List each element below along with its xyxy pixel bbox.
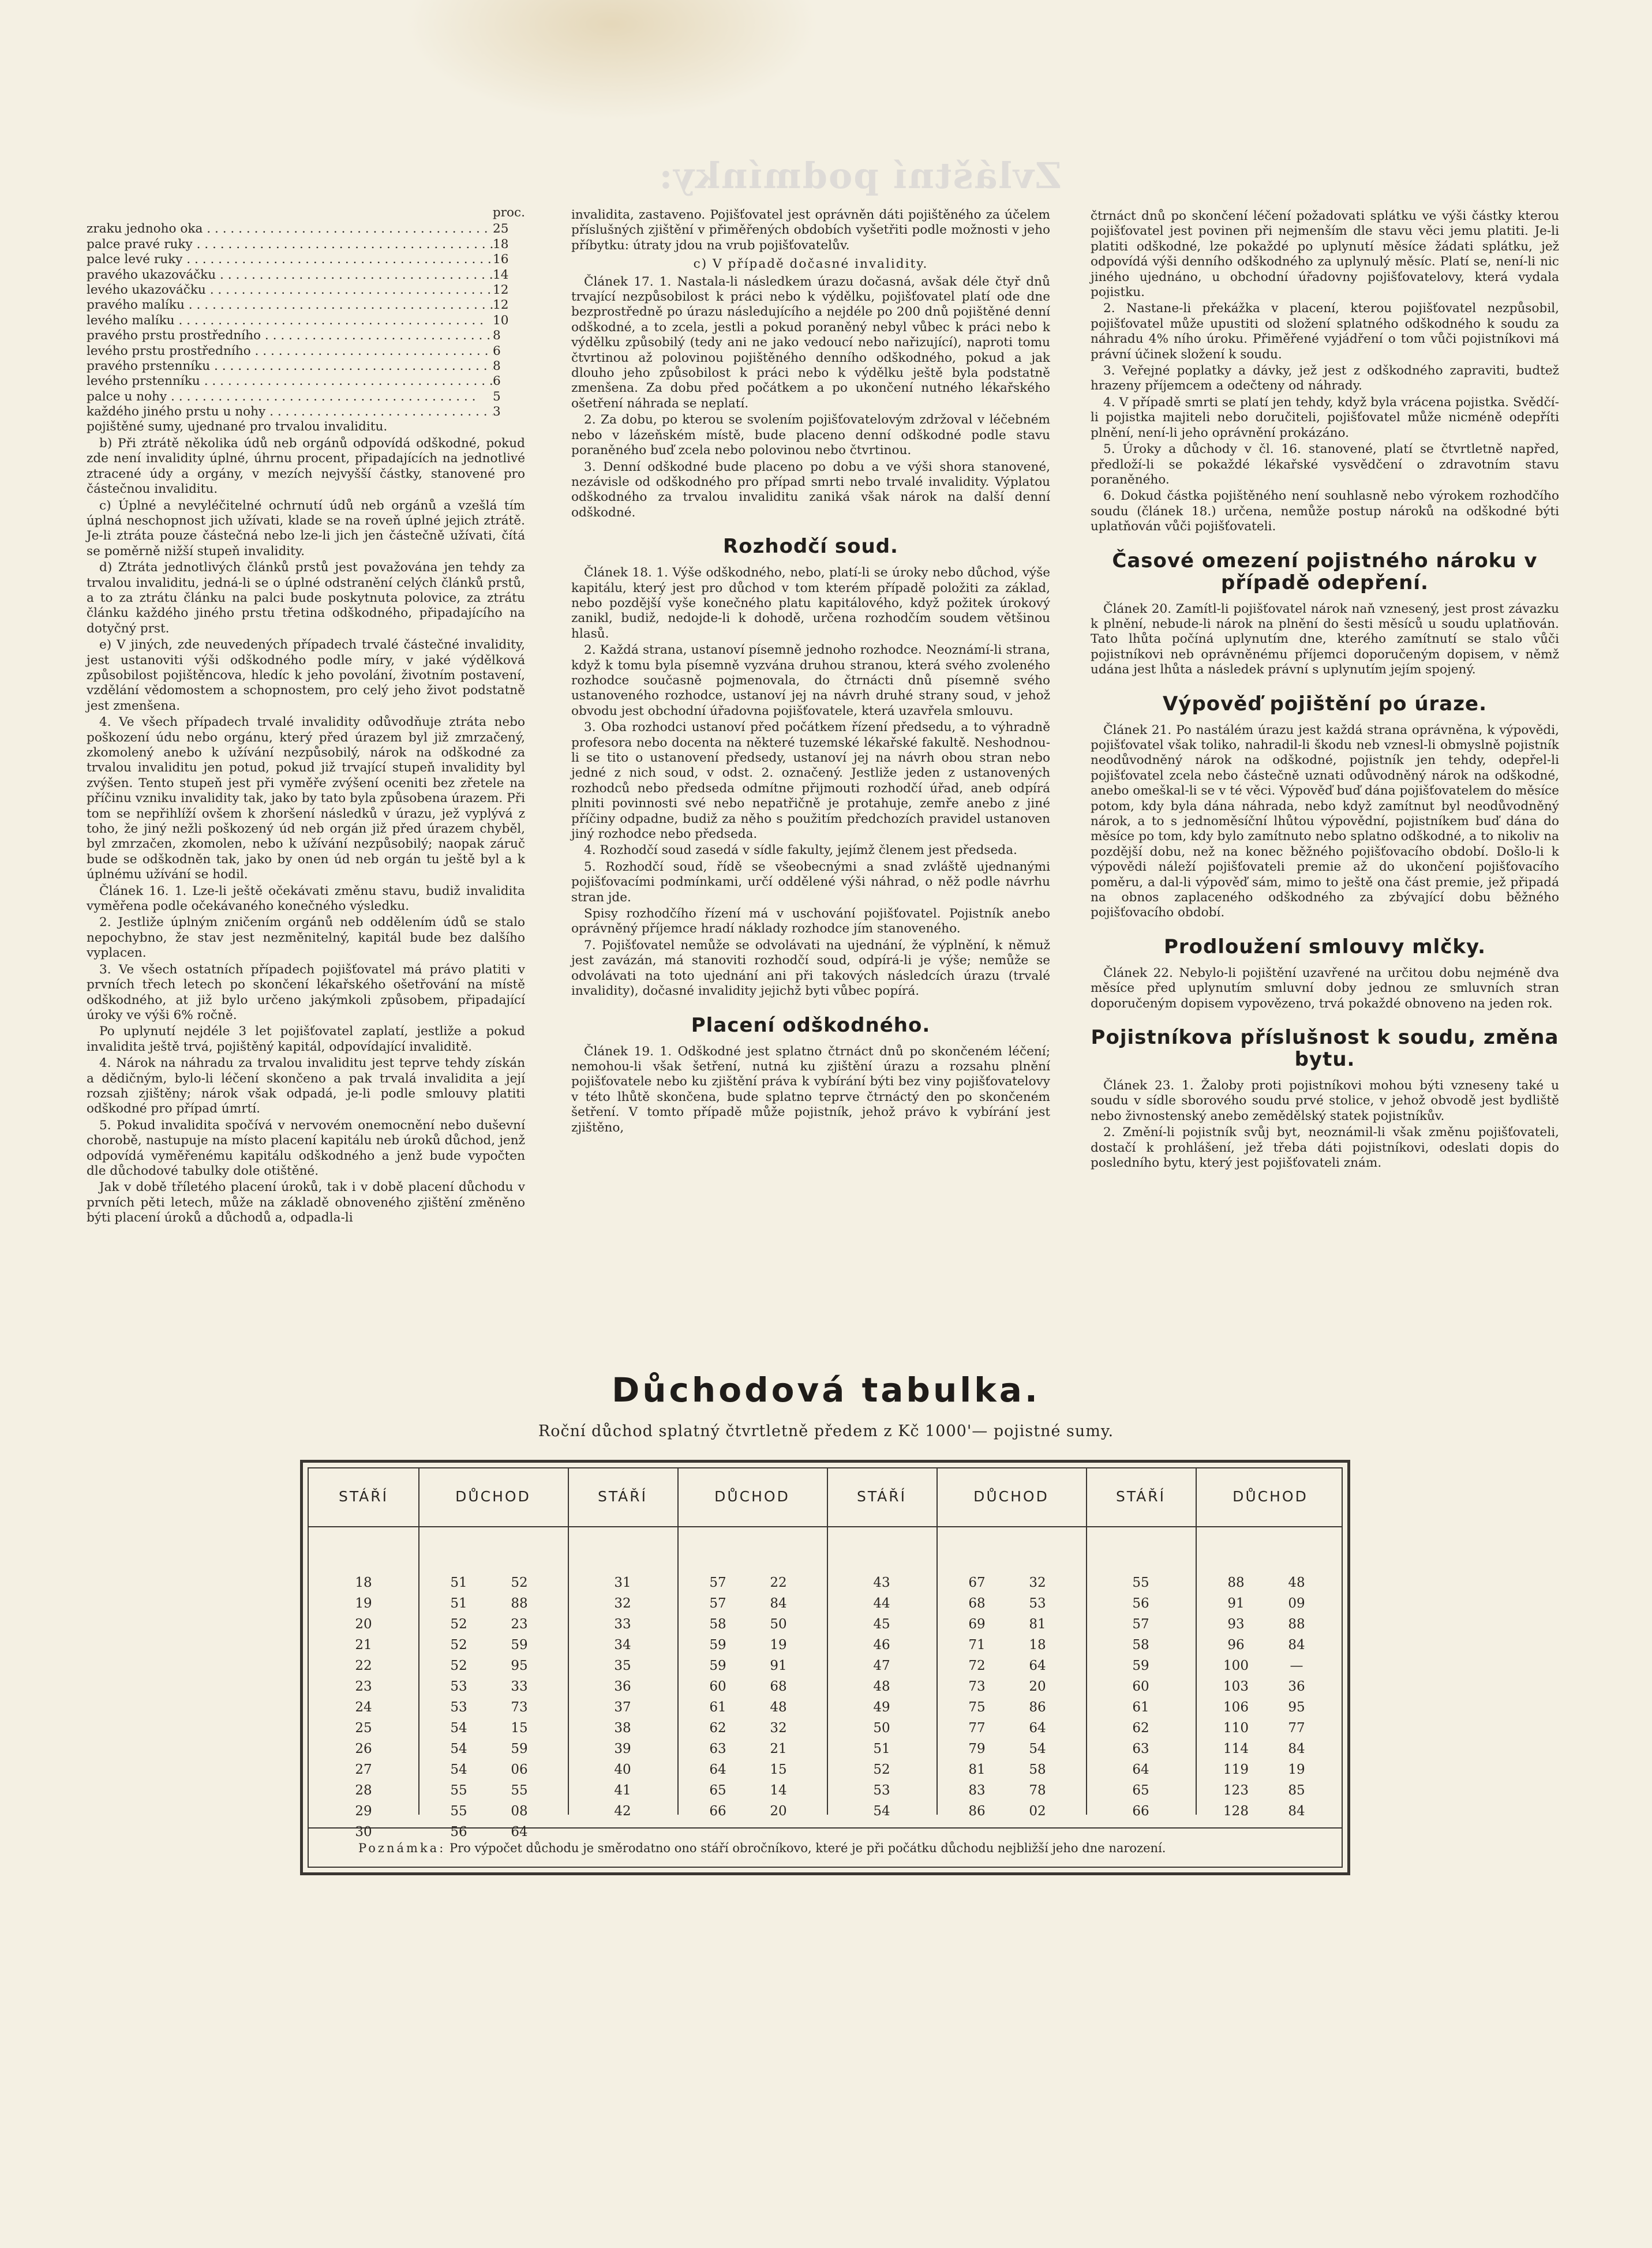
paragraph: pojištěné sumy, ujednané pro trvalou invaliditu. xyxy=(87,419,388,434)
invalidity-item xyxy=(87,222,525,237)
pension-fraction-cell: — xyxy=(1290,1658,1303,1673)
pension-fraction-cell: 84 xyxy=(1288,1804,1305,1819)
paragraph: 5. Rozhodčí soud, řídě se všeobecnými a snad zvláště ujednanými pojišťovacími podmínkami, určí oddělené výši náhrad, o něž podle návrhu stran jde. xyxy=(571,859,1050,905)
invalidity-item-name: zraku jednoho oka . . . xyxy=(87,222,493,237)
invalidity-item xyxy=(87,252,525,267)
pension-fraction-cell: 20 xyxy=(770,1804,787,1819)
proc-header: proc. xyxy=(492,205,525,220)
pension-fraction-cell: 55 xyxy=(511,1783,528,1798)
table-column xyxy=(1210,1572,1262,1842)
pension-whole-cell: 128 xyxy=(1223,1804,1249,1819)
column-divider xyxy=(936,1468,938,1815)
invalidity-item xyxy=(87,298,525,313)
column-divider xyxy=(1196,1468,1197,1815)
pension-fraction-cell: 52 xyxy=(511,1575,528,1590)
invalidity-item-percent: 12 xyxy=(493,282,509,297)
paragraph: Článek 18. 1. Výše odškodného, nebo, platí-li se úroky nebo důchod, výše kapitálu, který jest pro důchod v tom kterém případě položiti za základ, nebo pozdější vyše konečného platu kapitálového, když požitek úrokový zanikl, budiž, nedojde-li k dohodě, určena rozhodčím soudem většinou hlasů. xyxy=(571,565,1050,641)
pension-whole-cell: 56 xyxy=(450,1824,467,1839)
text-column-2 xyxy=(571,208,1050,1137)
pension-fraction-cell: 95 xyxy=(511,1658,528,1673)
paragraph: Článek 20. Zamítl-li pojišťovatel nárok naň vznesený, jest prost závazku k plnění, nebude-li nárok na plnění do šesti měsíců u soudu uplatňován. Tato lhůta počíná uplynutím dne, kterého zamítnutí se stalo vůči pojistníkovi neb oprávněnému příjemci doporučeným dopisem, v němž udána jest lhůta a následek právní s uplynutím jejím spojený. xyxy=(1091,601,1559,677)
age-cell: 62 xyxy=(1132,1721,1149,1736)
age-cell: 23 xyxy=(355,1679,372,1694)
age-cell: 54 xyxy=(873,1804,890,1819)
invalidity-item-percent: 8 xyxy=(493,358,501,373)
column-header-pension: DŮCHOD xyxy=(714,1488,790,1505)
age-cell: 41 xyxy=(614,1783,631,1798)
age-cell: 60 xyxy=(1132,1679,1149,1694)
pension-whole-cell: 106 xyxy=(1223,1700,1249,1715)
pension-whole-cell: 54 xyxy=(450,1741,467,1756)
table-column xyxy=(844,1572,919,1842)
section-heading-arbitration: Rozhodčí soud. xyxy=(723,535,898,559)
pension-whole-cell: 73 xyxy=(968,1679,986,1694)
pension-whole-cell: 59 xyxy=(709,1658,726,1673)
paragraph: Spisy rozhodčího řízení má v uschování pojišťovatel. Pojistník anebo oprávněný příjemce hradí náklady rozhodce jím stanoveného. xyxy=(571,906,1050,936)
paragraph: 3. Denní odškodné bude placeno po dobu a ve výši shora stanovené, nezávisle od odškodného pro případ smrti nebo trvalé invalidity. Výplatou odškodného za trvalou invaliditu zaniká však nárok na další denní odškodné. xyxy=(571,459,1050,520)
paragraph: 3. Veřejné poplatky a dávky, jež jest z odškodného zapraviti, budtež hrazeny příjemcem a odečteny od náhrady. xyxy=(1091,364,1559,394)
pension-whole-cell: 52 xyxy=(450,1617,467,1632)
pension-whole-cell: 67 xyxy=(968,1575,986,1590)
pension-fraction-cell: 32 xyxy=(1029,1575,1046,1590)
table-column xyxy=(692,1572,744,1842)
paragraph: 5. Pokud invalidita spočívá v nervovém onemocnění nebo duševní chorobě, nastupuje na místo placení kapitálu neb úroků důchod, jenž odpovídá vyměřenému kapitálu odškodného a jenž bude vypočten dle důchodové tabulky dole otištěné. xyxy=(87,1118,525,1178)
column-divider xyxy=(418,1468,419,1815)
note-text: Pro výpočet důchodu je směrodatno ono stáří obročníkovo, které je při počátku důchodu nejbližší jeho dne narození. xyxy=(449,1841,1166,1855)
age-cell xyxy=(585,1822,660,1842)
table-group xyxy=(568,1468,827,1867)
pension-whole-cell: 53 xyxy=(450,1679,467,1694)
paragraph: 2. Změní-li pojistník svůj byt, neoznámil-li však změnu pojišťovateli, dostačí k prohlášení, jež třeba dáti pojistníkovi, odeslati dopis do posledního bytu, který jest pojišťovateli znám. xyxy=(1091,1125,1559,1171)
paragraph: 2. Jestliže úplným zničením orgánů neb oddělením údů se stalo nepochybno, že stav jest nezměnitelný, kapitál bude bez dalšího vyplacen. xyxy=(87,915,525,961)
age-cell: 56 xyxy=(1132,1596,1149,1611)
pension-whole-cell: 61 xyxy=(709,1700,726,1715)
column-header-pension: DŮCHOD xyxy=(1233,1488,1308,1505)
age-cell: 42 xyxy=(614,1804,631,1819)
pension-fraction-cell: 50 xyxy=(770,1617,787,1632)
note-label: Poznámka: xyxy=(358,1841,446,1855)
invalidity-item xyxy=(87,404,525,419)
invalidity-percent-list xyxy=(87,222,525,419)
age-cell: 31 xyxy=(614,1575,631,1590)
column-header-pension: DŮCHOD xyxy=(973,1488,1049,1505)
table-group xyxy=(1086,1468,1345,1867)
paragraph: c) Úplné a nevyléčitelné ochrnutí údů neb orgánů a vzešlá tím úplná neschopnost jich užívati, klade se na roveň úplné jejich ztrátě. Je-li ztráta pouze částečná nebo lze-li jich jen částečně užívati, čítá se poměrně nižší stupeň invalidity. xyxy=(87,498,525,559)
age-cell: 64 xyxy=(1132,1762,1149,1777)
pension-whole-cell: 114 xyxy=(1223,1741,1249,1756)
pension-whole-cell: 83 xyxy=(968,1783,986,1798)
pension-whole-cell: 64 xyxy=(709,1762,726,1777)
paragraph: 3. Oba rozhodci ustanoví před počátkem řízení předsedu, a to výhradně profesora nebo docenta na některé tuzemské lékařské fakultě. Neshodnou-li se tito o ustanovení předsedy, ustanoví jej na návrh obou stran nebo jedné z nich soud, v odst. 2. označený. Jestliže jeden z ustanovených rozhodců nebo předseda odmítne přijmouti rozhodčí úřad, aneb odpírá plniti povinnosti své nebo nepatřičně je protahuje, zemře anebo z jiné příčiny odpadne, budiž za něho s použitím předchozích pravidel ustanoven jiný rozhodce nebo předseda. xyxy=(571,720,1050,842)
pension-fraction-cell: 64 xyxy=(1029,1721,1046,1736)
age-cell: 48 xyxy=(873,1679,890,1694)
pension-whole-cell: 54 xyxy=(450,1721,467,1736)
pension-fraction-cell: 91 xyxy=(770,1658,787,1673)
age-cell: 20 xyxy=(355,1617,372,1632)
invalidity-item xyxy=(87,344,525,359)
pension-whole-cell: 81 xyxy=(968,1762,986,1777)
invalidity-item-percent: 10 xyxy=(493,313,509,328)
paragraph: 2. Za dobu, po kterou se svolením pojišťovatelovým zdržoval v léčebném nebo v lázeňském místě, bude placeno denní odškodné podle stavu poraněného buď zcela nebo polovinou nebo čtvrtinou. xyxy=(571,413,1050,458)
pension-whole-cell: 119 xyxy=(1223,1762,1249,1777)
column-header-age: STÁŘÍ xyxy=(856,1488,907,1505)
table-column xyxy=(1103,1572,1178,1842)
section-heading-termination: Výpověď pojištění po úraze. xyxy=(1162,692,1488,715)
pension-whole-cell: 54 xyxy=(450,1762,467,1777)
invalidity-item-percent: 12 xyxy=(493,298,509,313)
invalidity-item xyxy=(87,374,525,389)
pension-whole-cell: 65 xyxy=(709,1783,726,1798)
age-cell: 36 xyxy=(614,1679,631,1694)
bleed-through-heading: Zvláštní podmínky: xyxy=(658,155,1062,197)
age-cell: 49 xyxy=(873,1700,890,1715)
table-column xyxy=(326,1572,401,1842)
invalidity-item-name: pravého malíku . . . xyxy=(87,298,493,313)
paragraph: d) Ztráta jednotlivých článků prstů jest považována jen tehdy za trvalou invaliditu, jedná-li se o úplné odstranění celých článků prstů, a to za ztrátu článku na palci bude poskytnuta polovice, za ztrátu článku každého jiného prstu třetina odškodného, připadajícího na dotyčný prst. xyxy=(87,560,525,636)
invalidity-item-percent: 18 xyxy=(493,237,509,252)
pension-whole-cell: 59 xyxy=(709,1638,726,1653)
age-cell: 28 xyxy=(355,1783,372,1798)
pension-whole-cell: 86 xyxy=(968,1804,986,1819)
pension-fraction-cell: 77 xyxy=(1288,1721,1305,1736)
pension-fraction-cell: 86 xyxy=(1029,1700,1046,1715)
pension-fraction-cell: 22 xyxy=(770,1575,787,1590)
pension-whole-cell xyxy=(951,1822,1003,1842)
paragraph: Článek 22. Nebylo-li pojištění uzavřené na určitou dobu nejméně dva měsíce před uplynutím smluvní doby jednou ze smluvních stran doporučeným dopisem vypovězeno, trvá pokaždé obnoveno na jeden rok. xyxy=(1091,965,1559,1011)
invalidity-item-name: levého prstu prostředního . . . xyxy=(87,344,493,359)
table-column xyxy=(585,1572,660,1842)
age-cell: 35 xyxy=(614,1658,631,1673)
invalidity-item-name: levého ukazováčku . . . xyxy=(87,283,493,298)
pension-table xyxy=(300,1460,1350,1875)
pension-table-subtitle: Roční důchod splatný čtvrtletně předem z Kč 1000'— pojistné sumy. xyxy=(538,1422,1114,1440)
age-cell: 44 xyxy=(873,1596,890,1611)
pension-fraction-cell: 58 xyxy=(1029,1762,1046,1777)
pension-fraction-cell: 19 xyxy=(1288,1762,1305,1777)
paragraph: b) Při ztrátě několika údů neb orgánů odpovídá odškodné, pokud zde není invalidity úplné, úhrnu procent, připadajících na jednotlivé ztracené údy a orgány, v mezích nejvyšší částky, stanovené pro částečnou invaliditu. xyxy=(87,436,525,497)
pension-whole-cell: 52 xyxy=(450,1658,467,1673)
text-column-3 xyxy=(1091,209,1559,1172)
pension-whole-cell: 68 xyxy=(968,1596,986,1611)
age-cell: 61 xyxy=(1132,1700,1149,1715)
table-column xyxy=(951,1572,1003,1842)
age-cell: 32 xyxy=(614,1596,631,1611)
invalidity-item-percent: 6 xyxy=(493,374,501,389)
pension-whole-cell: 55 xyxy=(450,1804,467,1819)
paragraph: 2. Každá strana, ustanoví písemně jednoho rozhodce. Neoznámí-li strana, když k tomu byla písemně vyzvána druhou stranou, která svého zvoleného rozhodce současně pojmenovala, do čtrnácti dnů písemně svého ustanoveného rozhodce, ustanoví jej na návrh druhé strany soud, v jehož obvodu jest obchodní úřadovna pojišťovatele, která uzavřela smlouvu. xyxy=(571,643,1050,718)
invalidity-item xyxy=(87,283,525,298)
age-cell: 45 xyxy=(873,1617,890,1632)
paragraph: Článek 19. 1. Odškodné jest splatno čtrnáct dnů po skončeném léčení; nemohou-li však šetření, nutná ku zjištění úrazu a rozsahu plnění pojišťovatele nebo ku zjištění práva k vybírání býti bez viny pojišťovatelovy v této lhůtě skončena, bude splatno teprve čtrnáctý den po skončeném šetření. V tomto případě může pojistník, jehož právo k vybírání jest zjištěno, xyxy=(571,1044,1050,1135)
age-cell: 19 xyxy=(355,1596,372,1611)
age-cell: 51 xyxy=(873,1741,890,1756)
age-cell: 57 xyxy=(1132,1617,1149,1632)
pension-whole-cell: 79 xyxy=(968,1741,986,1756)
pension-fraction-cell: 84 xyxy=(1288,1638,1305,1653)
age-cell: 25 xyxy=(355,1721,372,1736)
column-header-age: STÁŘÍ xyxy=(1115,1488,1166,1505)
paragraph: 5. Úroky a důchody v čl. 16. stanovené, platí se čtvrtletně napřed, předloží-li se pokaždé lékařské vysvědčení o zdravotním stavu poraněného. xyxy=(1091,442,1559,487)
pension-fraction-cell: 48 xyxy=(770,1700,787,1715)
pension-fraction-cell: 88 xyxy=(511,1596,528,1611)
pension-fraction-cell: 59 xyxy=(511,1741,528,1756)
pension-fraction-cell: 73 xyxy=(511,1700,528,1715)
age-cell: 33 xyxy=(614,1617,631,1632)
pension-fraction-cell: 18 xyxy=(1029,1638,1046,1653)
invalidity-item-name: palce pravé ruky . . . xyxy=(87,237,493,252)
pension-whole-cell: 91 xyxy=(1227,1596,1245,1611)
pension-fraction-cell: 32 xyxy=(770,1721,787,1736)
paragraph: 4. Nárok na náhradu za trvalou invaliditu jest teprve tehdy získán a dědičným, bylo-li léčení skončeno a pak trvalá invalidita a její rozsah zjištěny; nárok však odpadá, je-li podle smlouvy platiti odškodné pro případ úmrtí. xyxy=(87,1056,525,1116)
table-column xyxy=(752,1572,804,1842)
age-cell: 34 xyxy=(614,1638,631,1653)
column-header-age: STÁŘÍ xyxy=(338,1488,389,1505)
invalidity-item-name: palce u nohy . . . xyxy=(87,389,493,404)
pension-whole-cell: 100 xyxy=(1223,1658,1249,1673)
age-cell: 27 xyxy=(355,1762,372,1777)
age-cell: 43 xyxy=(873,1575,890,1590)
pension-fraction-cell: 20 xyxy=(1029,1679,1046,1694)
table-column xyxy=(493,1572,545,1842)
paragraph: čtrnáct dnů po skončení léčení požadovati splátku ve výši částky kterou pojišťovatel jest povinen při nejmenším dle stavu věci jemu platiti. Je-li platiti odškodné, lze pokaždé po uplynutí měsíce žádati splátku, jež odpovídá výši denního odškodného za uplynulý měsíc. Platí se, není-li nic jiného ujednáno, u obchodní úřadovny pojišťovatelovy, která vydala pojistku. xyxy=(1091,209,1559,300)
invalidity-item xyxy=(87,359,525,374)
age-cell xyxy=(1103,1822,1178,1842)
paragraph: 4. V případě smrti se platí jen tehdy, když byla vrácena pojistka. Svědčí-li pojistka majiteli nebo doručiteli, pojišťovatel může nicméně odepříti plnění, není-li jeho oprávnění prokázáno. xyxy=(1091,395,1559,440)
pension-fraction-cell: 21 xyxy=(770,1741,787,1756)
paragraph: 4. Ve všech případech trvalé invalidity odůvodňuje ztráta nebo poškození údu nebo orgánu, který před úrazem byl již zmrzačený, zkomolený anebo k užívání nezpůsobilý, nárok na odškodné za trvalou invaliditu jen potud, pokud již trvající stupeň invalidity byl zvýšen. Tento stupeň jest při vyměře zvýšení oceniti bez zřetele na příčinu vzniku invalidity tak, jako by tato byla způsobena úrazem. Při tom se nepřihlíží ovšem k zhoršení následků v úrazu, jež vyplývá z toho, že jiný nežli poškozený úd neb orgán již před úrazem chyběl, byl zmrzačen, zkomolen, nebo k užívání nezpůsobilý; naopak záruč bude se odškodněn tak, jako by onen úd neb orgán tu ještě byl a k úplnému užívání se hodil. xyxy=(87,715,525,882)
pension-fraction-cell: 85 xyxy=(1288,1783,1305,1798)
pension-fraction-cell: 23 xyxy=(511,1617,528,1632)
invalidity-item-percent: 5 xyxy=(493,389,501,404)
invalidity-item-name: levého malíku . . . xyxy=(87,313,493,328)
group-divider xyxy=(1086,1468,1087,1815)
pension-whole-cell: 96 xyxy=(1227,1638,1245,1653)
column-header-pension: DŮCHOD xyxy=(455,1488,531,1505)
group-divider xyxy=(568,1468,569,1815)
age-cell: 58 xyxy=(1132,1638,1149,1653)
pension-whole-cell: 55 xyxy=(450,1783,467,1798)
pension-whole-cell: 52 xyxy=(450,1638,467,1653)
pension-fraction-cell: 84 xyxy=(1288,1741,1305,1756)
age-cell: 59 xyxy=(1132,1658,1149,1673)
pension-whole-cell: 51 xyxy=(450,1575,467,1590)
invalidity-item xyxy=(87,237,525,252)
pension-fraction-cell xyxy=(752,1822,804,1842)
paragraph: 2. Nastane-li překážka v placení, kterou pojišťovatel nezpůsobil, pojišťovatel může upustiti od složení splatného odškodného k soudu za náhradu 4% ního úroku. Přiměřené vyjádření o tom vůči pojistníkovi má právní účinek složení k soudu. xyxy=(1091,301,1559,362)
section-heading-payment: Placení odškodného. xyxy=(691,1013,931,1037)
pension-whole-cell: 66 xyxy=(709,1804,726,1819)
group-divider xyxy=(827,1468,828,1815)
pension-fraction-cell: 81 xyxy=(1029,1617,1046,1632)
age-cell: 22 xyxy=(355,1658,372,1673)
pension-fraction-cell: 15 xyxy=(770,1762,787,1777)
pension-fraction-cell: 19 xyxy=(770,1638,787,1653)
text-column-1 xyxy=(87,205,525,1227)
pension-fraction-cell: 84 xyxy=(770,1596,787,1611)
paragraph: Článek 17. 1. Nastala-li následkem úrazu dočasná, avšak déle čtyř dnů trvající nezpůsobilost k práci nebo k výdělku, pojišťovatel platí ode dne bezprostředně po úrazu následujícího a nejdéle po 200 dnů pojištěné denní odškodné, a to zcela, jestli a pokud poraněný nebyl vůbec k práci nebo k výdělku způsobilý (tedy ani ne jako vedoucí nebo nařizující), naproti tomu čtvrtinou až polovinou pojištěného denního odškodného, pokud a jak dlouho jeho způsobilost k práci nebo k výdělku ještě byla podstatně zmenšena. Za dobu před počátkem a po ukončení nutného lékařského ošetření náhrada se neplatí. xyxy=(571,274,1050,411)
pension-whole-cell xyxy=(1210,1822,1262,1842)
paragraph: Jak v době tříletého placení úroků, tak i v době placení důchodu v prvních pěti letech, může na základě obnoveného zjištění změněno býti placení úroků a důchodů a, odpadla-li xyxy=(87,1180,525,1226)
pension-fraction-cell: 95 xyxy=(1288,1700,1305,1715)
pension-whole-cell: 57 xyxy=(709,1575,726,1590)
pension-fraction-cell: 64 xyxy=(1029,1658,1046,1673)
paragraph: Článek 16. 1. Lze-li ještě očekávati změnu stavu, budiž invalidita vyměřena podle očekávaného konečného výsledku. xyxy=(87,883,525,914)
age-cell: 53 xyxy=(873,1783,890,1798)
age-cell: 24 xyxy=(355,1700,372,1715)
invalidity-item xyxy=(87,313,525,328)
section-heading-renewal: Prodloužení smlouvy mlčky. xyxy=(1164,935,1486,958)
age-cell: 52 xyxy=(873,1762,890,1777)
invalidity-item-percent: 25 xyxy=(493,222,509,237)
pension-whole-cell: 51 xyxy=(450,1596,467,1611)
invalidity-item-name: levého prstenníku . . . xyxy=(87,374,493,389)
pension-table-inner xyxy=(308,1467,1343,1868)
column-header-age: STÁŘÍ xyxy=(597,1488,648,1505)
pension-fraction-cell: 33 xyxy=(511,1679,528,1694)
paper-stain xyxy=(404,0,819,121)
paragraph: 4. Rozhodčí soud zasedá v sídle fakulty, jejímž členem jest předseda. xyxy=(584,843,1017,858)
invalidity-item xyxy=(87,328,525,343)
age-cell: 63 xyxy=(1132,1741,1149,1756)
pension-fraction-cell: 59 xyxy=(511,1638,528,1653)
invalidity-item-name: palce levé ruky . . . xyxy=(87,252,493,267)
age-cell: 29 xyxy=(355,1804,372,1819)
age-cell: 66 xyxy=(1132,1804,1149,1819)
col1-paragraphs xyxy=(87,419,525,1226)
age-cell: 39 xyxy=(614,1741,631,1756)
pension-fraction-cell: 36 xyxy=(1288,1679,1305,1694)
paragraph: Po uplynutí nejdéle 3 let pojišťovatel zaplatí, jestliže a pokud invalidita ještě trvá, pojištěný kapitál, odpovídající invaliditě. xyxy=(87,1024,525,1054)
pension-fraction-cell: 64 xyxy=(511,1824,528,1839)
pension-whole-cell: 75 xyxy=(968,1700,986,1715)
pension-whole-cell: 62 xyxy=(709,1721,726,1736)
pension-fraction-cell: 06 xyxy=(511,1762,528,1777)
pension-whole-cell: 69 xyxy=(968,1617,986,1632)
pension-fraction-cell: 09 xyxy=(1288,1596,1305,1611)
table-column xyxy=(1012,1572,1063,1842)
table-column xyxy=(433,1572,485,1842)
pension-fraction-cell: 53 xyxy=(1029,1596,1046,1611)
pension-fraction-cell: 78 xyxy=(1029,1783,1046,1798)
age-cell: 21 xyxy=(355,1638,372,1653)
invalidity-item-percent: 16 xyxy=(493,252,509,267)
age-cell: 37 xyxy=(614,1700,631,1715)
pension-whole-cell: 71 xyxy=(968,1638,986,1653)
invalidity-item-name: pravého ukazováčku . . . xyxy=(87,268,493,283)
age-cell: 38 xyxy=(614,1721,631,1736)
age-cell: 50 xyxy=(873,1721,890,1736)
column-divider xyxy=(677,1468,679,1815)
pension-table-title: Důchodová tabulka. xyxy=(612,1370,1040,1410)
age-cell: 47 xyxy=(873,1658,890,1673)
invalidity-item xyxy=(87,389,525,404)
pension-fraction-cell: 15 xyxy=(511,1721,528,1736)
pension-fraction-cell: 02 xyxy=(1029,1804,1046,1819)
pension-fraction-cell xyxy=(1012,1822,1063,1842)
pension-whole-cell: 57 xyxy=(709,1596,726,1611)
pension-fraction-cell: 14 xyxy=(770,1783,787,1798)
pension-whole-cell xyxy=(692,1822,744,1842)
pension-whole-cell: 53 xyxy=(450,1700,467,1715)
invalidity-item-percent: 3 xyxy=(493,404,501,419)
age-cell xyxy=(844,1822,919,1842)
invalidity-item-name: pravého prstenníku . . . xyxy=(87,359,493,374)
invalidity-item xyxy=(87,268,525,283)
pension-fraction-cell: 08 xyxy=(511,1804,528,1819)
age-cell: 18 xyxy=(355,1575,372,1590)
age-cell: 40 xyxy=(614,1762,631,1777)
pension-whole-cell: 88 xyxy=(1227,1575,1245,1590)
pension-whole-cell: 93 xyxy=(1227,1617,1245,1632)
age-cell: 46 xyxy=(873,1638,890,1653)
paragraph: 3. Ve všech ostatních případech pojišťovatel má právo platiti v prvních třech letech po skončení lékařského ošetřování na místě odškodného, at již bylo určeno jakýmkoli způsobem, připadající úroky ve výši 6% ročně. xyxy=(87,962,525,1022)
pension-fraction-cell: 54 xyxy=(1029,1741,1046,1756)
invalidity-item-percent: 8 xyxy=(493,328,501,343)
pension-whole-cell: 58 xyxy=(709,1617,726,1632)
paragraph: Článek 21. Po nastálém úrazu jest každá strana oprávněna, k výpovědi, pojišťovatel však toliko, nahradil-li škodu neb vznesl-li obmyslně pojistník neodůvodněný nárok na odškodné, pojistník jen tehdy, odepřel-li pojišťovatel zcela nebo částečně uznati odůvodněný nárok na odškodné, anebo omeškal-li se v té věci. Výpověď buď dána pojišťovatelem do měsíce potom, kdy byla dána náhrada, nebo když zamítnut byl neodůvodněný nárok, a to s jednoměsíční lhůtou výpovědní, pojistníkem buď dána do měsíce po tom, kdy bylo zamítnuto nebo splatno odškodné, a to nikoliv na pozdější dobu, než na konec běžného pojišťovacího období. Došlo-li k výpovědi náleží pojišťovateli premie až do ukončení pojišťovacího poměru, a dal-li výpověď sám, mimo to ještě ona část premie, jež připadá na obnos zaplaceného odškodného za zbývající dobu běžného pojišťovacího období. xyxy=(1091,722,1559,920)
pension-fraction-cell: 48 xyxy=(1288,1575,1305,1590)
table-column xyxy=(1271,1572,1323,1842)
section-heading-jurisdiction: Pojistníkova příslušnost k soudu, změna bytu. xyxy=(1091,1026,1559,1071)
paragraph: 6. Dokud částka pojištěného není souhlasně nebo výrokem rozhodčího soudu (článek 18.) určena, nemůže postup nároků na odškodné býti uplatňován vůči pojišťovateli. xyxy=(1091,489,1559,534)
temporary-invalidity-heading: c) V případě dočasné invalidity. xyxy=(693,257,928,272)
table-group xyxy=(827,1468,1086,1867)
age-cell: 26 xyxy=(355,1741,372,1756)
paragraph: e) V jiných, zde neuvedených případech trvalé částečné invalidity, jest ustanoviti výši odškodného podle míry, v jaké výdělková způsobilost pojištěncova, hledíc k jeho povolání, životním postavení, vzdělání vědomostem a schopnostem, pro celý jeho život podstatně jest zmenšena. xyxy=(87,638,525,713)
paragraph: invalidita, zastaveno. Pojišťovatel jest oprávněn dáti pojištěného za účelem příslušných zjištění v přiměřených obdobích vyšetřiti podle možnosti v jeho příbytku: útraty jdou na vrub pojišťovatelův. xyxy=(571,208,1050,253)
invalidity-item-name: pravého prstu prostředního . . . xyxy=(87,328,493,343)
pension-fraction-cell: 68 xyxy=(770,1679,787,1694)
pension-whole-cell: 123 xyxy=(1223,1783,1249,1798)
age-cell: 65 xyxy=(1132,1783,1149,1798)
invalidity-item-name: každého jiného prstu u nohy . . . xyxy=(87,404,493,419)
paragraph: 7. Pojišťovatel nemůže se odvolávati na ujednání, že výplnění, k němuž jest zavázán, má stanoviti rozhodčí soud, odpírá-li je výše; nemůže se odvolávati na toto ujednání ani při takových následcích úrazu (trvalé invalidity), dočasné invalidity jejichž byti vůbec popírá. xyxy=(571,938,1050,999)
invalidity-item-percent: 6 xyxy=(493,343,501,358)
pension-fraction-cell xyxy=(1271,1822,1323,1842)
pension-whole-cell: 60 xyxy=(709,1679,726,1694)
table-group xyxy=(309,1468,568,1867)
section-heading-time-limit: Časové omezení pojistného nároku v případě odepření. xyxy=(1112,549,1538,594)
paragraph: Článek 23. 1. Žaloby proti pojistníkovi mohou býti vzneseny také u soudu v sídle sborového soudu prvé stolice, v jehož obvodě jest bydliště nebo živnostenský anebo zemědělský statek pojistníkův. xyxy=(1091,1078,1559,1123)
pension-whole-cell: 77 xyxy=(968,1721,986,1736)
pension-fraction-cell: 88 xyxy=(1288,1617,1305,1632)
age-cell: 55 xyxy=(1132,1575,1149,1590)
pension-whole-cell: 110 xyxy=(1223,1721,1249,1736)
invalidity-item-percent: 14 xyxy=(493,267,509,282)
pension-whole-cell: 63 xyxy=(709,1741,726,1756)
pension-whole-cell: 103 xyxy=(1223,1679,1249,1694)
pension-whole-cell: 72 xyxy=(968,1658,986,1673)
age-cell: 30 xyxy=(355,1824,372,1839)
